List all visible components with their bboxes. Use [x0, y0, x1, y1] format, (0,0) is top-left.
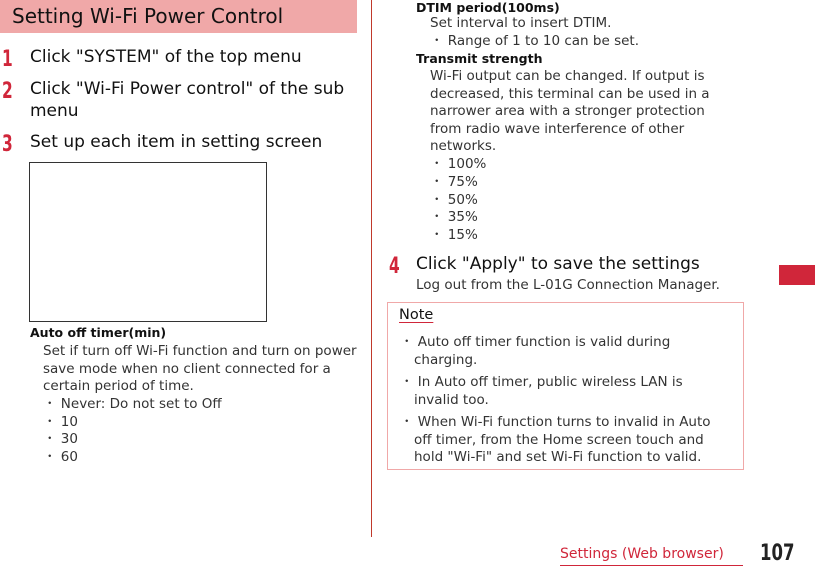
- transmit-option: ・ 75%: [430, 174, 478, 190]
- column-divider: [371, 0, 372, 537]
- step-4-text: Click "Apply" to save the settings: [416, 254, 700, 274]
- step-4-number: 4: [389, 254, 400, 279]
- auto-off-timer-desc: Set if turn off Wi-Fi function and turn on power save mode when no client connected for a certain period of time.: [43, 343, 357, 394]
- dtim-option: ・ Range of 1 to 10 can be set.: [430, 33, 639, 49]
- section-header: [0, 0, 357, 33]
- transmit-option: ・ 35%: [430, 209, 478, 225]
- auto-off-option: ・ Never: Do not set to Off: [43, 396, 222, 412]
- page-number: 107: [760, 541, 795, 566]
- section-title: Setting Wi-Fi Power Control: [12, 4, 284, 28]
- settings-screen-image: [29, 162, 267, 322]
- note-item: ・ In Auto off timer, public wireless LAN is invalid too.: [400, 374, 683, 408]
- note-item: ・ When Wi-Fi function turns to invalid in Auto off timer, from the Home screen touch and hold "Wi-Fi" and set Wi-Fi function to valid.: [400, 414, 711, 465]
- step-1-number: 1: [2, 47, 13, 72]
- step-2-number: 2: [2, 79, 13, 104]
- transmit-option: ・ 100%: [430, 156, 487, 172]
- transmit-strength-desc: Wi-Fi output can be changed. If output is decreased, this terminal can be used in a narrower area with a stronger protection from radio wave interference of other networks.: [430, 68, 710, 154]
- auto-off-timer-label: Auto off timer(min): [30, 325, 167, 340]
- transmit-option: ・ 15%: [430, 227, 478, 243]
- footer-section-title: Settings (Web browser): [560, 546, 724, 562]
- auto-off-option: ・ 30: [43, 431, 78, 447]
- footer-underline: [560, 565, 743, 566]
- step-3-text: Set up each item in setting screen: [30, 132, 323, 152]
- chapter-side-tab: [779, 265, 815, 285]
- transmit-option: ・ 50%: [430, 192, 478, 208]
- auto-off-option: ・ 60: [43, 449, 78, 465]
- note-box: [387, 302, 744, 470]
- note-item: ・ Auto off timer function is valid during charging.: [400, 334, 671, 368]
- step-4-detail: Log out from the L-01G Connection Manager.: [416, 277, 720, 293]
- auto-off-option: ・ 10: [43, 414, 78, 430]
- dtim-desc: Set interval to insert DTIM.: [430, 15, 612, 31]
- step-1-text: Click "SYSTEM" of the top menu: [30, 47, 302, 67]
- step-3-number: 3: [2, 132, 13, 157]
- note-title: Note: [399, 307, 434, 323]
- transmit-strength-label: Transmit strength: [416, 51, 543, 66]
- dtim-label: DTIM period(100ms): [416, 0, 560, 15]
- step-2-text: Click "Wi-Fi Power control" of the sub menu: [30, 79, 345, 121]
